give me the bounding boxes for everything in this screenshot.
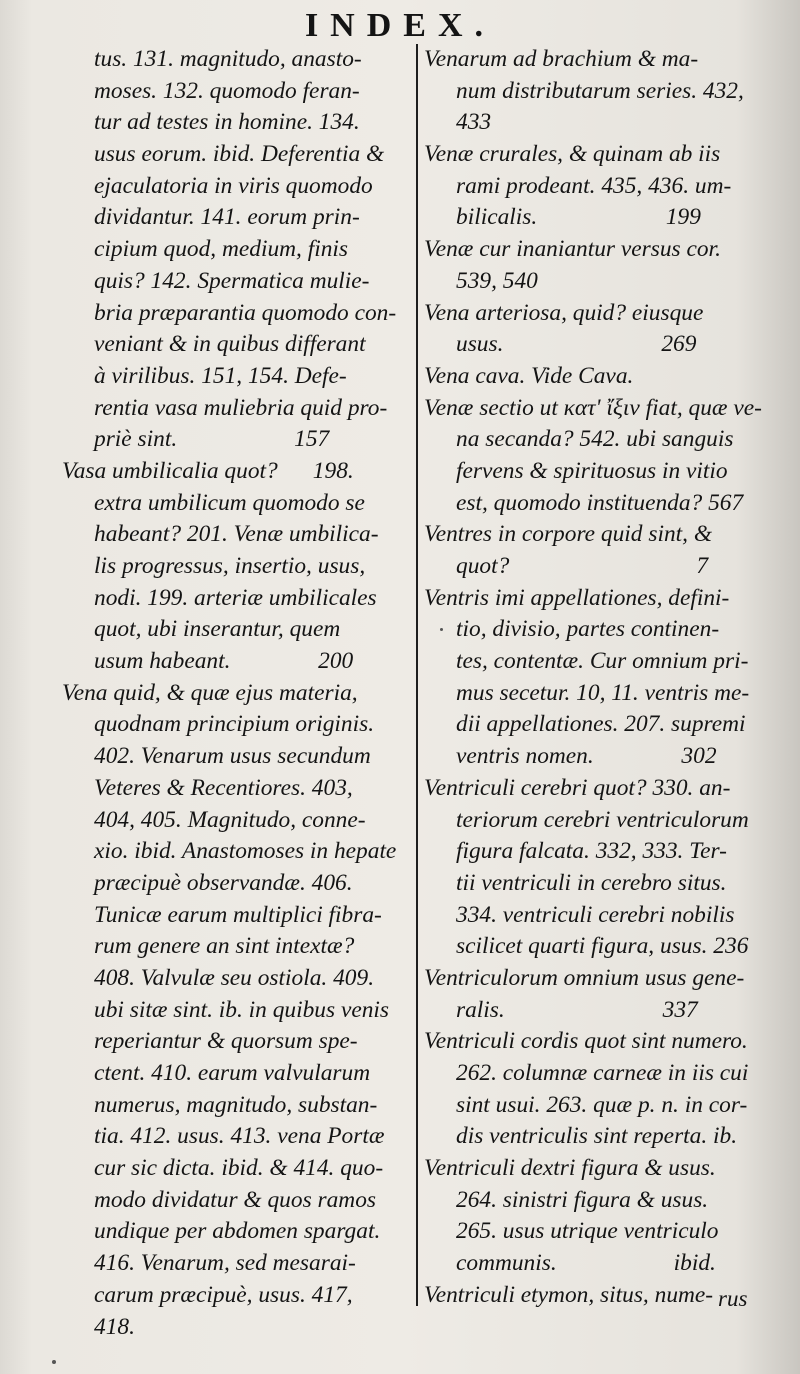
index-line: bria præparantia quomodo con-: [94, 299, 397, 326]
index-line: mus secetur. 10, 11. ventris me-: [456, 679, 750, 706]
index-line: 402. Venarum usus secundum: [94, 743, 371, 770]
ink-speck: [52, 1360, 56, 1364]
index-line: Veteres & Recentiores. 403,: [94, 774, 353, 801]
index-line: Venæ sectio ut κατ' ἴξιν fiat, quæ ve-: [424, 394, 762, 421]
index-line: moses. 132. quomodo feran-: [94, 77, 360, 104]
right-column: [424, 44, 768, 1312]
index-line: ejaculatoria in viris quomodo: [94, 172, 373, 199]
index-line: tia. 412. usus. 413. vena Portæ: [94, 1123, 385, 1150]
index-line: à virilibus. 151, 154. Defe-: [94, 362, 347, 389]
index-line: Tunicæ earum multiplici fibra-: [94, 901, 382, 928]
index-line: lis progressus, insertio, usus,: [94, 553, 366, 579]
index-line: scilicet quarti figura, usus. 236: [456, 933, 749, 960]
index-line: carum præcipuè, usus. 417,: [94, 1281, 353, 1308]
index-line: 418.: [94, 1313, 135, 1340]
index-line: 334. ventriculi cerebri nobilis: [456, 901, 735, 928]
index-line: sint usui. 263. quæ p. n. in cor-: [456, 1091, 748, 1118]
index-line: xio. ibid. Anastomoses in hepate: [94, 838, 397, 865]
index-line: 265. usus utrique ventriculo: [456, 1218, 719, 1245]
index-line: tes, contentæ. Cur omnium pri-: [456, 648, 749, 675]
index-line: rum genere an sint intextæ?: [94, 933, 355, 960]
index-line: dividantur. 141. eorum prin-: [94, 204, 360, 231]
index-line: tio, divisio, partes continen-: [456, 616, 720, 643]
ink-speck: [440, 628, 443, 631]
index-line: dis ventriculis sint reperta. ib.: [456, 1123, 738, 1150]
index-line: est, quomodo instituenda? 567: [456, 489, 744, 516]
index-line: 262. columnæ carneæ in iis cui: [456, 1060, 749, 1086]
index-line: 539, 540: [456, 267, 538, 294]
index-line: teriorum cerebri ventriculorum: [456, 806, 749, 833]
index-line: usum habeant. 200: [94, 648, 354, 675]
index-line: Ventriculorum omnium usus gene-: [424, 964, 745, 991]
index-line: veniant & in quibus differant: [94, 331, 366, 358]
index-line: num distributarum series. 432,: [456, 77, 744, 104]
column-divider: [416, 44, 418, 1306]
index-line: ventris nomen. 302: [456, 743, 717, 770]
index-line: priè sint. 157: [94, 426, 330, 453]
index-line: Ventriculi dextri figura & usus.: [424, 1155, 716, 1182]
index-line: præcipuè observandæ. 406.: [94, 869, 353, 896]
index-line: 408. Valvulæ seu ostiola. 409.: [94, 964, 375, 991]
index-line: Vasa umbilicalia quot? 198.: [62, 457, 354, 484]
index-line: tii ventriculi in cerebro situs.: [456, 869, 727, 896]
index-line: quot? 7: [456, 553, 709, 579]
index-line: 264. sinistri figura & usus.: [456, 1186, 709, 1213]
index-line: quot, ubi inserantur, quem: [94, 616, 341, 643]
index-line: cipium quod, medium, finis: [94, 236, 349, 263]
index-line: Vena arteriosa, quid? eiusque: [424, 299, 704, 326]
catchword: rus: [718, 1286, 748, 1311]
index-line: Ventriculi etymon, situs, nume-: [424, 1281, 714, 1308]
page-title: INDEX.: [304, 7, 496, 44]
index-line: Ventriculi cordis quot sint numero.: [424, 1028, 748, 1055]
index-line: quis? 142. Spermatica mulie-: [94, 267, 370, 294]
index-line: Venarum ad brachium & ma-: [424, 46, 699, 72]
left-column: [62, 44, 406, 1343]
index-line: habeant? 201. Venæ umbilica-: [94, 521, 379, 548]
index-line: ubi sitæ sint. ib. in quibus venis: [94, 996, 389, 1023]
index-line: ctent. 410. earum valvularum: [94, 1060, 371, 1086]
index-line: 404, 405. Magnitudo, conne-: [94, 806, 366, 833]
index-line: Vena quid, & quæ ejus materia,: [62, 679, 358, 706]
index-line: fervens & spirituosus in vitio: [456, 457, 728, 484]
index-line: ralis. 337: [456, 996, 698, 1023]
index-line: rentia vasa muliebria quid pro-: [94, 394, 388, 421]
index-line: Venæ crurales, & quinam ab iis: [424, 141, 721, 168]
index-line: dii appellationes. 207. supremi: [456, 711, 746, 738]
index-line: nodi. 199. arteriæ umbilicales: [94, 584, 377, 611]
index-line: cur sic dicta. ibid. & 414. quo-: [94, 1155, 384, 1182]
index-line: Ventris imi appellationes, defini-: [424, 584, 730, 611]
index-line: modo dividatur & quos ramos: [94, 1186, 377, 1213]
index-line: bilicalis. 199: [456, 204, 701, 231]
index-line: Venæ cur inaniantur versus cor.: [424, 236, 721, 263]
index-line: quodnam principium originis.: [94, 711, 375, 738]
index-line: 416. Venarum, sed mesarai-: [94, 1250, 356, 1277]
index-line: numerus, magnitudo, substan-: [94, 1091, 378, 1118]
index-line: undique per abdomen spargat.: [94, 1218, 381, 1245]
index-line: figura falcata. 332, 333. Ter-: [456, 838, 727, 865]
index-line: Vena cava. Vide Cava.: [424, 362, 634, 389]
index-line: tur ad testes in homine. 134.: [94, 109, 360, 136]
index-line: usus. 269: [456, 331, 697, 358]
index-line: extra umbilicum quomodo se: [94, 489, 365, 516]
index-line: communis. ibid.: [456, 1250, 716, 1277]
index-line: tus. 131. magnitudo, anasto-: [94, 46, 362, 72]
index-line: Ventres in corpore quid sint, &: [424, 521, 713, 548]
index-line: na secanda? 542. ubi sanguis: [456, 426, 734, 453]
index-line: Ventriculi cerebri quot? 330. an-: [424, 774, 731, 801]
index-line: 433: [456, 109, 492, 136]
index-line: reperiantur & quorsum spe-: [94, 1028, 358, 1055]
index-line: rami prodeant. 435, 436. um-: [456, 172, 732, 199]
index-line: usus eorum. ibid. Deferentia &: [94, 141, 385, 168]
